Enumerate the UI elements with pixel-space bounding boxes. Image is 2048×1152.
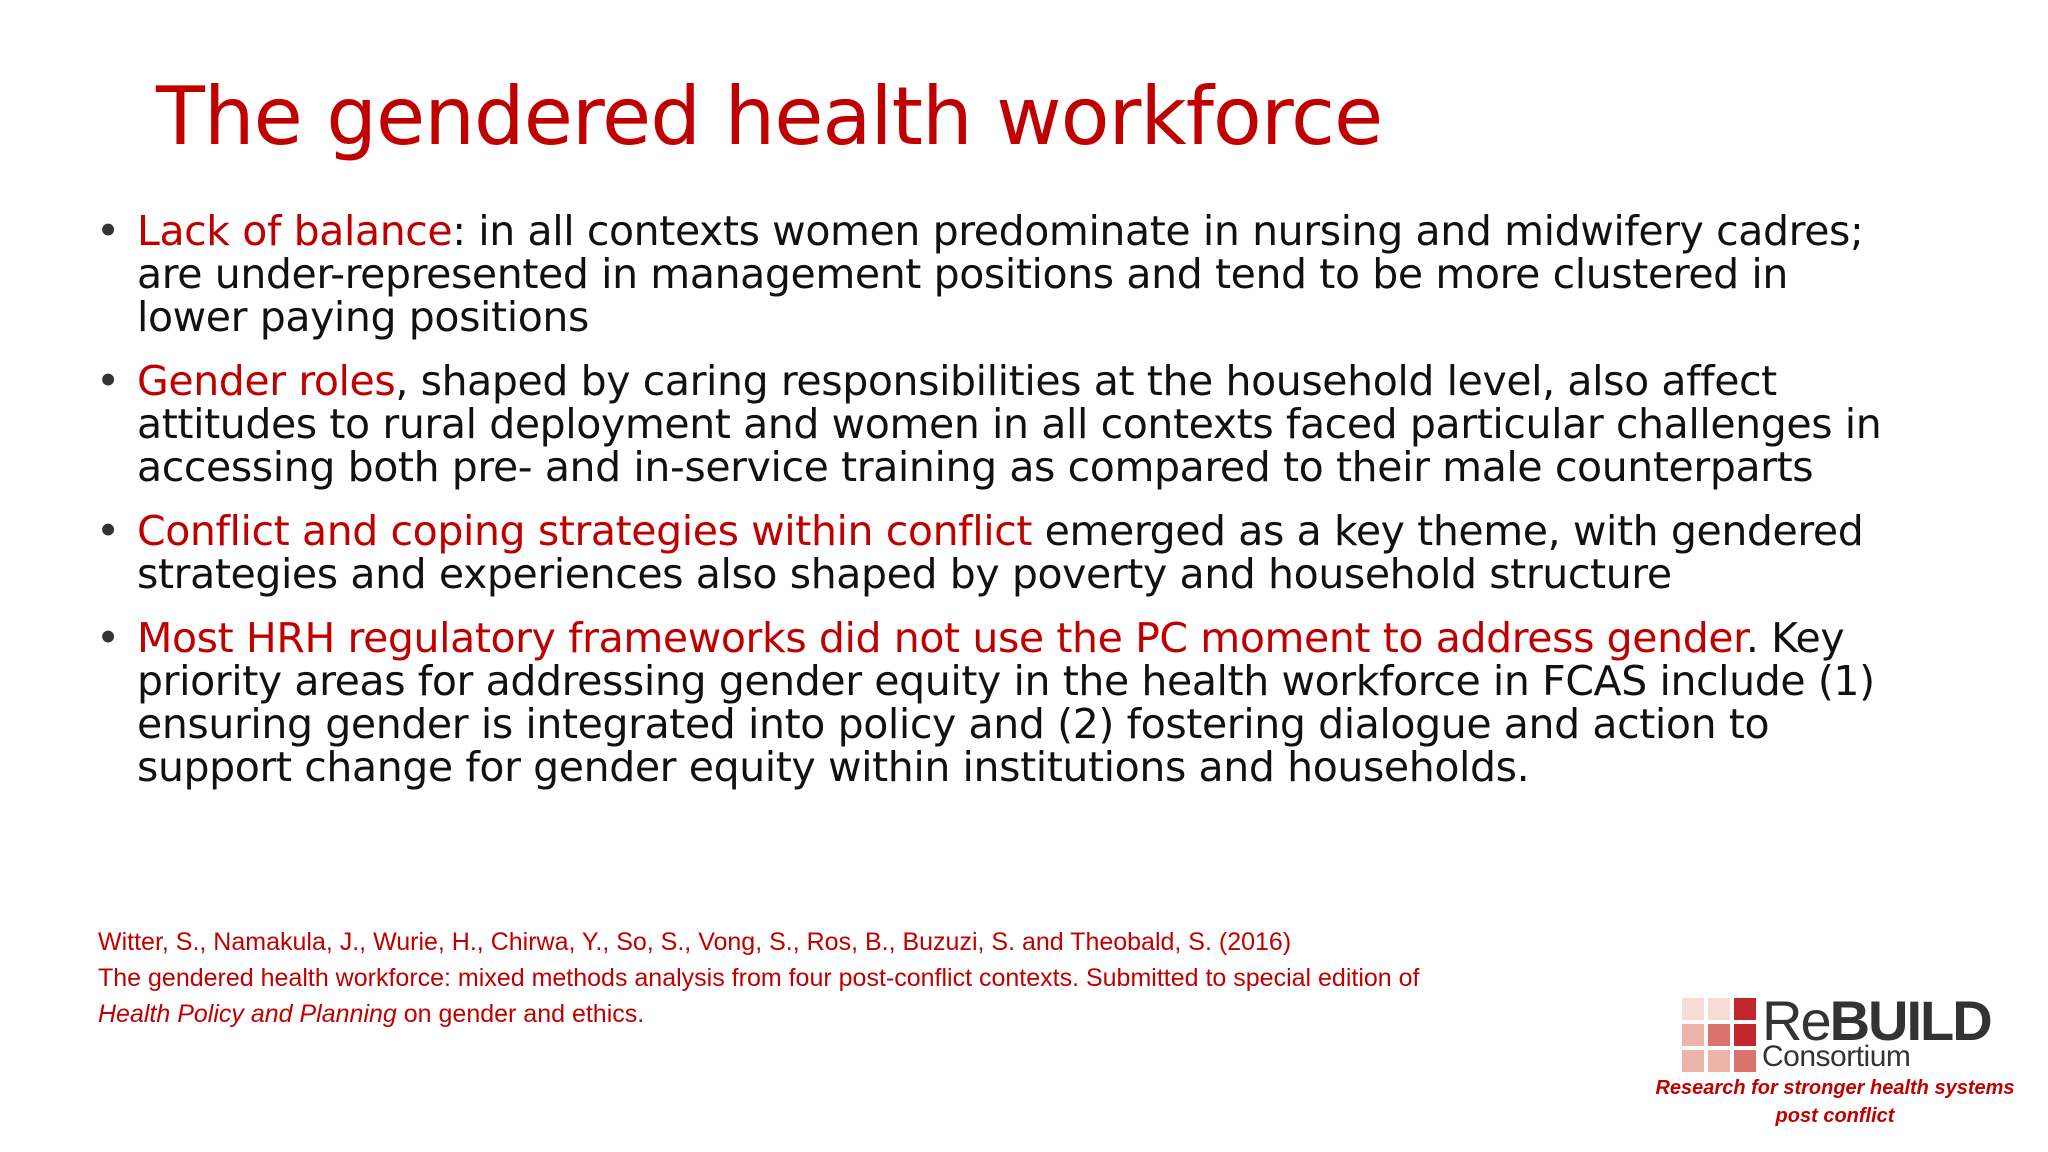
bullet-highlight: Lack of balance — [137, 207, 453, 255]
citation-journal-line — [98, 996, 1420, 1032]
bullet-dot-icon: • — [96, 207, 120, 255]
bullet-item — [96, 507, 1896, 598]
citation-journal-rest: on gender and ethics. — [396, 1000, 645, 1028]
bullet-text: . Key priority areas for addressing gender equity in the health workforce in FCAS include (1) ensuring gender is integrated into policy and (2) fostering dialogue and action to support change for gender equity within institutions and households. — [137, 614, 1875, 791]
bullet-text: , shaped by caring responsibilities at the household level, also affect attitudes to rural deployment and women in all contexts faced particular challenges in accessing both pre- and in-service training as compared to their male counterparts — [137, 357, 1882, 491]
bullet-highlight: Most HRH regulatory frameworks did not use the PC moment to address gender — [137, 614, 1746, 662]
bullet-item — [96, 207, 1896, 341]
logo-grid-icon — [1682, 998, 1756, 1072]
bullet-dot-icon: • — [96, 507, 120, 555]
logo-wordmark: ReBUILD — [1762, 989, 1991, 1052]
logo-tagline: Research for stronger health systems post conflict — [1655, 1077, 2015, 1127]
slide-title: The gendered health workforce — [156, 70, 1383, 163]
citation — [98, 924, 1420, 1032]
bullet-dot-icon: • — [96, 614, 120, 662]
bullet-text: emerged as a key theme, with gendered strategies and experiences also shaped by poverty and household structure — [137, 507, 1864, 598]
citation-authors: Witter, S., Namakula, J., Wurie, H., Chirwa, Y., So, S., Vong, S., Ros, B., Buzuzi, S. and Theobald, S. (2016) — [98, 928, 1292, 956]
bullet-highlight: Conflict and coping strategies within conflict — [137, 507, 1033, 555]
bullet-item — [96, 614, 1896, 791]
rebuild-logo — [1682, 989, 1991, 1073]
bullet-item — [96, 357, 1896, 491]
logo-consortium: Consortium — [1762, 1040, 1911, 1073]
bullet-highlight: Gender roles — [137, 357, 396, 405]
citation-title: The gendered health workforce: mixed methods analysis from four post-conflict contexts. Submitted to special edition of — [98, 964, 1420, 992]
bullet-text: : in all contexts women predominate in nursing and midwifery cadres; are under-represented in management positions and tend to be more clustered in lower paying positions — [137, 207, 1864, 341]
citation-journal: Health Policy and Planning — [98, 1000, 397, 1028]
bullet-list — [96, 207, 1896, 810]
bullet-dot-icon: • — [96, 357, 120, 405]
